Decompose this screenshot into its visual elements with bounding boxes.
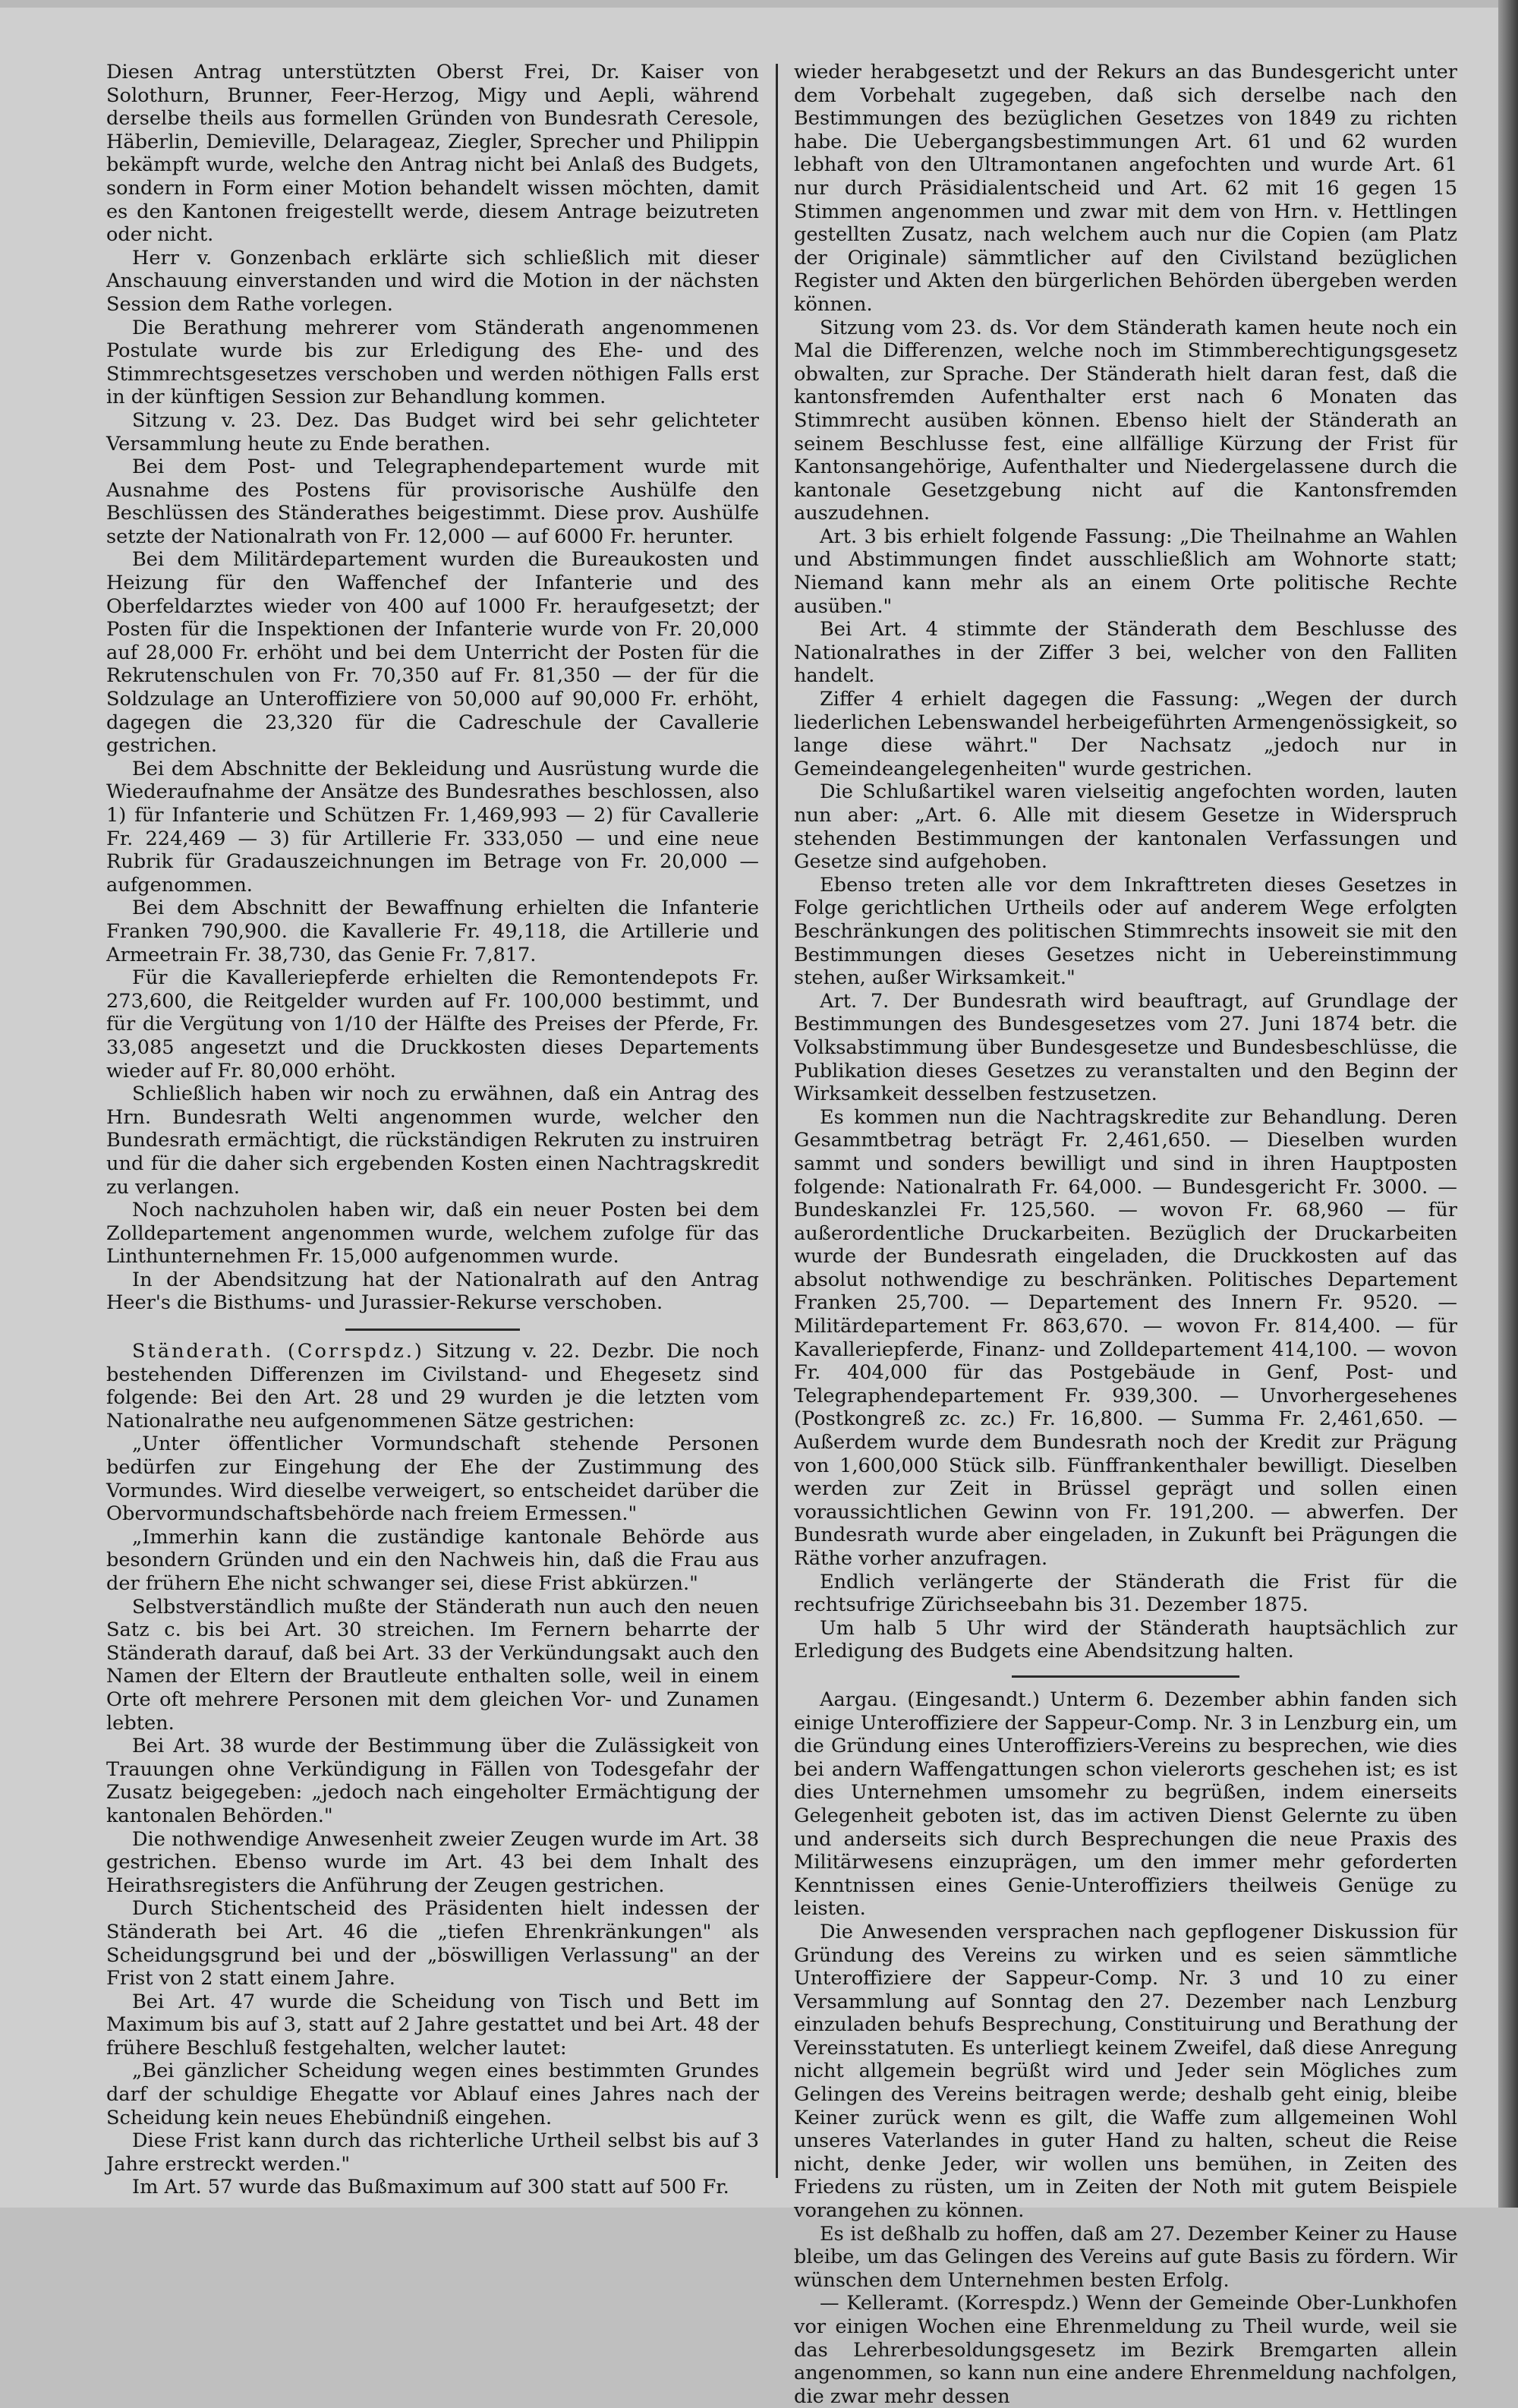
paragraph: Herr v. Gonzenbach erklärte sich schließlich mit dieser Anschauung einverstanden und wird die Motion in der nächsten Session dem Rathe vorlegen.	[106, 246, 759, 316]
paragraph: Bei Art. 47 wurde die Scheidung von Tisch und Bett im Maximum bis auf 3, statt auf 2 Jahre gestattet und bei Art. 48 der frühere Beschluß festgehalten, welcher lautet:	[106, 1990, 759, 2060]
paragraph: Schließlich haben wir noch zu erwähnen, daß ein Antrag des Hrn. Bundesrath Welti angenommen wurde, welcher den Bundesrath ermächtigt, die rückständigen Rekruten zu instruiren und für die daher sich ergebenden Kosten einen Nachtragskredit zu verlangen.	[106, 1083, 759, 1199]
paragraph: Für die Kavalleriepferde erhielten die Remontendepots Fr. 273,600, die Reitgelder wurden auf Fr. 100,000 bestimmt, und für die Vergütung von 1/10 der Hälfte des Preises der Pferde, Fr. 33,085 angesetzt und die Druckkosten dieses Departements wieder auf Fr. 80,000 erhöht.	[106, 966, 759, 1083]
paragraph: Bei dem Militärdepartement wurden die Bureaukosten und Heizung für den Waffenchef der Infanterie und des Oberfeldarztes wieder von 400 auf 1000 Fr. heraufgesetzt; der Posten für die Inspektionen der Infanterie wurde von Fr. 20,000 auf 28,000 Fr. erhöht und bei dem Unterricht der Posten für die Rekrutenschulen von Fr. 70,350 auf Fr. 81,350 — der für die Soldzulage an Unteroffiziere von 50,000 auf 90,000 Fr. erhöht, dagegen die 23,320 für die Cadreschule der Cavallerie gestrichen.	[106, 548, 759, 758]
paragraph: Um halb 5 Uhr wird der Ständerath hauptsächlich zur Erledigung des Budgets eine Abendsitzung halten.	[794, 1616, 1457, 1663]
paragraph: Die Anwesenden versprachen nach gepflogener Diskussion für Gründung des Vereins zu wirken und es seien sämmtliche Unteroffiziere der Sappeur-Comp. Nr. 3 und 10 zu einer Versammlung auf Sonntag den 27. Dezember nach Lenzburg einzuladen behufs Besprechung, Constituirung und Berathung der Vereinsstatuten. Es unterliegt keinem Zweifel, daß diese Anregung nicht allgemein begrüßt wird und Jeder sein Mögliches zum Gelingen des Vereins beitragen werde; deshalb geht einig, bleibe Keiner zurück wenn es gilt, die Waffe zum allgemeinen Wohl unseres Vaterlandes in guter Hand zu halten, scheut die Reise nicht, denke Jeder, wir wollen uns bemühen, in Zeiten des Friedens zu rüsten, um in Zeiten der Noth mit gutem Beispiele vorangehen zu können.	[794, 1920, 1457, 2223]
quote-paragraph: „Immerhin kann die zuständige kantonale Behörde aus besondern Gründen und ein den Nachweis hin, daß die Frau aus der frühern Ehe nicht schwanger sei, diese Frist abkürzen."	[106, 1525, 759, 1595]
section-lead	[106, 1340, 759, 1433]
paragraph: Bei dem Abschnitte der Bekleidung und Ausrüstung wurde die Wiederaufnahme der Ansätze des Bundesrathes beschlossen, also 1) für Infanterie und Schützen Fr. 1,469,993 — 2) für Cavallerie Fr. 224,469 — 3) für Artillerie Fr. 333,050 — und eine neue Rubrik für Gradauszeichnungen im Betrage von Fr. 20,000 — aufgenommen.	[106, 757, 759, 897]
section-intro: Sitzung v. 22. Dezbr. Die noch bestehenden Differenzen im Civilstand- und Ehegesetz sind folgende: Bei den Art. 28 und 29 wurden je die letzten vom Nationalrathe neu aufgenommenen Sätze gestrichen:	[106, 1340, 759, 1433]
paragraph: Noch nachzuholen haben wir, daß ein neuer Posten bei dem Zolldepartement angenommen wurde, welchem zufolge für das Linthunternehmen Fr. 15,000 aufgenommen wurde.	[106, 1199, 759, 1269]
paragraph-aargau: Aargau. (Eingesandt.) Unterm 6. Dezember abhin fanden sich einige Unteroffiziere der Sappeur-Comp. Nr. 3 in Lenzburg ein, um die Gründung eines Unteroffiziers-Vereins zu besprechen, wie dies bei andern Waffengattungen schon vielerorts geschehen ist; es ist dies Unternehmen umsomehr zu begrüßen, indem einerseits Gelegenheit geboten ist, das im activen Dienst Gelernte zu üben und anderseits sich durch Besprechungen die neue Praxis des Militärwesens einzuprägen, um den immer mehr geforderten Kenntnissen eines Genie-Unteroffiziers theilweis Genüge zu leisten.	[794, 1688, 1457, 1921]
paragraph: Bei Art. 38 wurde der Bestimmung über die Zulässigkeit von Trauungen ohne Verkündigung in Fällen von Todesgefahr der Zusatz beigegeben: „jedoch nach eingeholter Ermächtigung der kantonalen Behörden."	[106, 1735, 759, 1827]
paragraph: Die Berathung mehrerer vom Ständerath angenommenen Postulate wurde bis zur Erledigung des Ehe- und des Stimmrechtsgesetzes verschoben und werden nöthigen Falls erst in der künftigen Session zur Behandlung kommen.	[106, 316, 759, 409]
paragraph: Die nothwendige Anwesenheit zweier Zeugen wurde im Art. 38 gestrichen. Ebenso wurde im Art. 43 bei dem Inhalt des Heirathsregisters die Anführung der Zeugen gestrichen.	[106, 1827, 759, 1897]
section-heading: Ständerath. (Corrspdz.)	[132, 1340, 424, 1363]
section-divider	[1012, 1675, 1239, 1678]
paragraph: Art. 3 bis erhielt folgende Fassung: „Die Theilnahme an Wahlen und Abstimmungen findet ausschließlich am Wohnorte statt; Niemand kann mehr als an einem Orte politische Rechte ausüben."	[794, 525, 1457, 618]
paragraph: Ziffer 4 erhielt dagegen die Fassung: „Wegen der durch liederlichen Lebenswandel herbeigeführten Armengenössigkeit, so lange diese währt." Der Nachsatz „jedoch nur in Gemeindeangelegenheiten" wurde gestrichen.	[794, 688, 1457, 780]
quote-paragraph: „Bei gänzlicher Scheidung wegen eines bestimmten Grundes darf der schuldige Ehegatte vor Ablauf eines Jahres nach der Scheidung kein neues Ehebündniß eingehen.	[106, 2060, 759, 2129]
paragraph: Im Art. 57 wurde das Bußmaximum auf 300 statt auf 500 Fr.	[132, 2176, 729, 2199]
paragraph: Sitzung vom 23. ds. Vor dem Ständerath kamen heute noch ein Mal die Differenzen, welche noch im Stimmberechtigungsgesetz obwalten, zur Sprache. Der Ständerath hielt daran fest, daß die kantonsfremden Aufenthalter erst nach 6 Monaten das Stimmrecht ausüben können. Ebenso hielt der Ständerath an seinem Beschlusse fest, eine allfällige Kürzung der Frist für Kantonsangehörige, Aufenthalter und Niedergelassene durch die kantonale Gesetzgebung nicht auf die Kantonsfremden auszudehnen.	[794, 316, 1457, 525]
paragraph: Diese Frist kann durch das richterliche Urtheil selbst bis auf 3 Jahre erstreckt werden."	[106, 2129, 759, 2176]
paragraph: In der Abendsitzung hat der Nationalrath auf den Antrag Heer's die Bisthums- und Jurassier-Rekurse verschoben.	[106, 1268, 759, 1315]
left-column	[106, 61, 759, 2199]
paragraph: Es ist deßhalb zu hoffen, daß am 27. Dezember Keiner zu Hause bleibe, um das Gelingen des Vereins auf gute Basis zu fördern. Wir wünschen dem Unternehmen besten Erfolg.	[794, 2222, 1457, 2292]
paragraph: Sitzung v. 23. Dez. Das Budget wird bei sehr gelichteter Versammlung heute zu Ende berathen.	[106, 408, 759, 455]
paragraph: Bei dem Post- und Telegraphendepartement wurde mit Ausnahme des Postens für provisorische Aushülfe den Beschlüssen des Ständerathes beigestimmt. Diese prov. Aushülfe setzte der Nationalrath von Fr. 12,000 — auf 6000 Fr. herunter.	[106, 455, 759, 548]
column-divider	[776, 64, 778, 2178]
paragraph: wieder herabgesetzt und der Rekurs an das Bundesgericht unter dem Vorbehalt zugegeben, daß sich derselbe nach den Bestimmungen des bezüglichen Gesetzes von 1849 zu richten habe. Die Uebergangsbestimmungen Art. 61 und 62 wurden lebhaft von den Ultramontanen angefochten und wurde Art. 61 nur durch Präsidialentscheid und Art. 62 mit 16 gegen 15 Stimmen angenommen und zwar mit dem von Hrn. v. Hettlingen gestellten Zusatz, nach welchem auch nur die Copien (am Platz der Originale) sämmtlicher auf den Civilstand bezüglichen Register und Akten den bürgerlichen Behörden übergeben werden können.	[794, 61, 1457, 316]
paragraph: Die Schlußartikel waren vielseitig angefochten worden, lauten nun aber: „Art. 6. Alle mit diesem Gesetze in Widerspruch stehenden Bestimmungen der kantonalen Verfassungen und Gesetze sind aufgehoben.	[794, 780, 1457, 874]
paragraph: Selbstverständlich mußte der Ständerath nun auch den neuen Satz c. bis bei Art. 30 streichen. Im Fernern beharrte der Ständerath darauf, daß bei Art. 33 der Verkündungsakt auch den Namen der Eltern der Brautleute enthalten solle, weil in einem Orte oft mehrere Personen mit dem gleichen Vor- und Zunamen lebten.	[106, 1595, 759, 1735]
paragraph: Art. 7. Der Bundesrath wird beauftragt, auf Grundlage der Bestimmungen des Bundesgesetzes vom 27. Juni 1874 betr. die Volksabstimmung über Bundesgesetze und Bundesbeschlüsse, die Publikation dieses Gesetzes zu veranstalten und den Beginn der Wirksamkeit desselben festzusetzen.	[794, 989, 1457, 1106]
paragraph-kelleramt: — Kelleramt. (Korrespdz.) Wenn der Gemeinde Ober-Lunkhofen vor einigen Wochen eine Ehrenmeldung zu Theil wurde, weil sie das Lehrerbesoldungsgesetz im Bezirk Bremgarten allein angenommen, so kann nun eine andere Ehrenmeldung nachfolgen, die zwar mehr dessen	[794, 2292, 1457, 2408]
page-right-edge	[1498, 0, 1518, 2208]
quote-paragraph: „Unter öffentlicher Vormundschaft stehende Personen bedürfen zur Eingehung der Ehe der Zustimmung des Vormundes. Wird dieselbe verweigert, so entscheidet darüber die Obervormundschaftsbehörde nach freiem Ermessen."	[106, 1433, 759, 1526]
paragraph: Durch Stichentscheid des Präsidenten hielt indessen der Ständerath bei Art. 46 die „tiefen Ehrenkränkungen" als Scheidungsgrund bei und der „böswilligen Verlassung" an der Frist von 2 statt einem Jahre.	[106, 1897, 759, 1990]
right-column	[794, 61, 1457, 2408]
page-top-edge	[0, 0, 1518, 8]
paragraph: Ebenso treten alle vor dem Inkrafttreten dieses Gesetzes in Folge gerichtlichen Urtheils oder auf anderem Wege erfolgten Beschränkungen des politischen Stimmrechts insoweit sie mit den Bestimmungen dieses Gesetzes nicht in Uebereinstimmung stehen, außer Wirksamkeit."	[794, 873, 1457, 990]
paragraph: Es kommen nun die Nachtragskredite zur Behandlung. Deren Gesammtbetrag beträgt Fr. 2,461,650. — Dieselben wurden sammt und sonders bewilligt und sind in ihren Hauptposten folgende: Nationalrath Fr. 64,000. — Bundesgericht Fr. 3000. — Bundeskanzlei Fr. 125,560. — wovon Fr. 68,960 — für außerordentliche Druckarbeiten. Bezüglich der Druckarbeiten wurde der Bundesrath eingeladen, die Druckkosten auf das absolut nothwendige zu beschränken. Politisches Departement Franken 25,700. — Departement des Innern Fr. 9520. — Militärdepartement Fr. 863,670. — wovon Fr. 814,400. — für Kavalleriepferde, Finanz- und Zolldepartement 414,100. — wovon Fr. 404,000 für das Postgebäude in Genf, Post- und Telegraphendepartement Fr. 939,300. — Unvorhergesehenes (Postkongreß zc. zc.) Fr. 16,800. — Summa Fr. 2,461,650. — Außerdem wurde dem Bundesrath noch der Kredit zur Prägung von 1,600,000 Stück silb. Fünffrankenthaler bewilligt. Dieselben werden zur Zeit in Brüssel geprägt und sollen einen voraussichtlichen Gewinn von Fr. 191,200. — abwerfen. Der Bundesrath wurde aber eingeladen, in Zukunft bei Prägungen die Räthe vorher anzufragen.	[794, 1105, 1457, 1570]
paragraph: Bei dem Abschnitt der Bewaffnung erhielten die Infanterie Franken 790,900. die Kavallerie Fr. 49,118, die Artillerie und Armeetrain Fr. 38,730, das Genie Fr. 7,817.	[106, 897, 759, 966]
paragraph: Endlich verlängerte der Ständerath die Frist für die rechtsufrige Zürichseebahn bis 31. Dezember 1875.	[794, 1570, 1457, 1617]
section-divider	[345, 1328, 520, 1331]
paragraph: Bei Art. 4 stimmte der Ständerath dem Beschlusse des Nationalrathes in der Ziffer 3 bei, welcher von den Falliten handelt.	[794, 618, 1457, 688]
paragraph: Diesen Antrag unterstützten Oberst Frei, Dr. Kaiser von Solothurn, Brunner, Feer-Herzog, Migy und Aepli, während derselbe theils aus formellen Gründen von Bundesrath Ceresole, Häberlin, Demieville, Delarageaz, Ziegler, Sprecher und Philippin bekämpft wurde, welche den Antrag nicht bei Anlaß des Budgets, sondern in Form einer Motion behandelt wissen möchten, damit es den Kantonen freigestellt werde, diesem Antrage beizutreten oder nicht.	[106, 61, 759, 247]
